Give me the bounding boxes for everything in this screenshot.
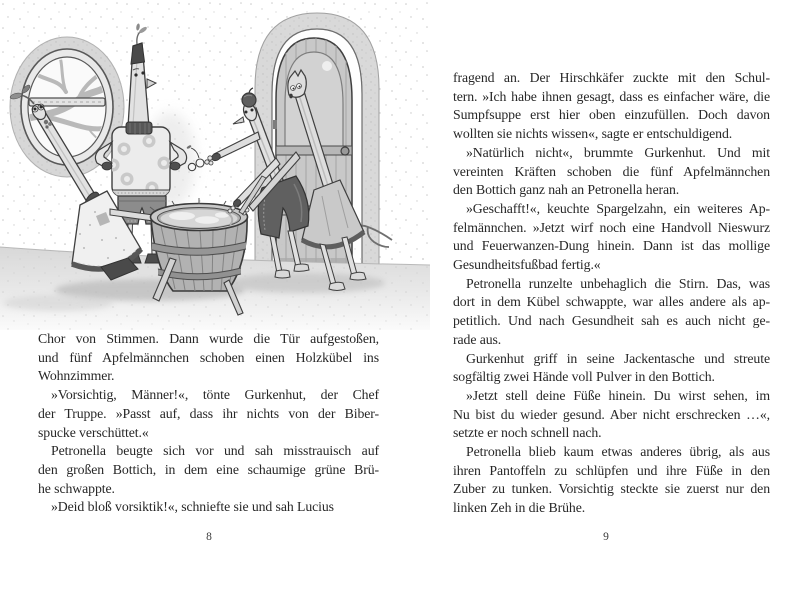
left-page-text — [38, 330, 379, 517]
text-line: petitlich. Und nach Gesundheit sah es auch nicht ge- — [453, 313, 770, 329]
text-line: Sumpfsuppe erst hier oben einzufüllen. Doch davon — [453, 107, 770, 123]
text-line: Gesundheitsfußbad fertig.« — [453, 257, 601, 273]
text-line: fragend an. Der Hirschkäfer zuckte mit den Schul- — [453, 70, 770, 85]
text-line: Petronella blieb kaum etwas anderes übrig, als aus — [466, 444, 770, 460]
text-line: und fünf Apfelmännchen schoben einen Holzkübel ins — [38, 349, 379, 365]
text-line: Petronella runzelte unbehaglich die Stirn. Das, was — [466, 275, 770, 291]
text-line: »Deid bloß vorsiktik!«, schniefte sie und sah Lucius — [51, 499, 334, 515]
text-line: vereinten Kräften schoben die fünf Apfelmännchen — [453, 163, 770, 179]
text-line: dort in dem Kübel schwappte, war alles andere als ap- — [453, 294, 770, 310]
illustration-apple-men-pushing-tub — [0, 0, 430, 330]
text-line: Chor von Stimmen. Dann wurde die Tür aufgestoßen, — [38, 331, 379, 346]
text-line: »Vorsichtig, Männer!«, tönte Gurkenhut, der Chef — [51, 387, 379, 403]
door-knob — [341, 147, 349, 155]
text-line: he schwappte. — [38, 480, 115, 496]
text-line: der Truppe. »Passt auf, dass ihr nichts von der Biber- — [38, 405, 379, 421]
door-hinge — [273, 120, 277, 129]
text-line: Wohnzimmer. — [38, 368, 115, 384]
text-line: tern. »Ich habe ihnen gesagt, dass es einfacher wäre, die — [453, 88, 770, 104]
text-line: rade aus. — [453, 331, 502, 347]
left-page-number: 8 — [206, 531, 212, 543]
text-line: Nu bist du wieder gesund. Aber nicht erschrecken …«, — [453, 406, 770, 422]
text-line: sogfältig zwei Hände voll Pulver in den Bottich. — [453, 369, 715, 385]
text-line: »Jetzt stell deine Füße hinein. Du wirst sehen, im — [466, 387, 770, 403]
text-line: und Feuerwanzen-Dung hinein. Dann ist das mollige — [453, 238, 770, 254]
text-line: »Natürlich nicht«, brummte Gurkenhut. Und mit — [466, 144, 770, 160]
text-line: ihren Pantoffeln zu schlüpfen und ihre Füße in den — [453, 462, 770, 478]
text-line: Zuber zu tunken. Vorsichtig steckte sie zuerst nur den — [453, 481, 770, 497]
text-line: felmännchen. »Jetzt wirf noch eine Handvoll Nieswurz — [453, 219, 770, 235]
text-line: Gurkenhut griff in seine Jackentasche und streute — [466, 350, 770, 366]
text-line: den Bottich ganz nah an Petronella heran. — [453, 182, 680, 198]
right-page-text — [453, 69, 770, 518]
text-line: den großen Bottich, in dem eine schaumige grüne Brü- — [38, 461, 379, 477]
text-line: spucke verschüttet.« — [38, 424, 149, 440]
text-line: Petronella beugte sich vor und sah misstrauisch auf — [51, 443, 379, 459]
text-line: setzte er noch schnell nach. — [453, 425, 602, 441]
text-line: linken Zeh in die Brühe. — [453, 500, 586, 516]
text-line: wollten sie nichts wissen«, sagte er entschuldigend. — [453, 126, 733, 142]
pointed-tip — [131, 43, 145, 64]
right-page-number: 9 — [603, 531, 609, 543]
text-line: »Geschafft!«, keuchte Spargelzahn, ein weiteres Ap- — [466, 200, 770, 216]
